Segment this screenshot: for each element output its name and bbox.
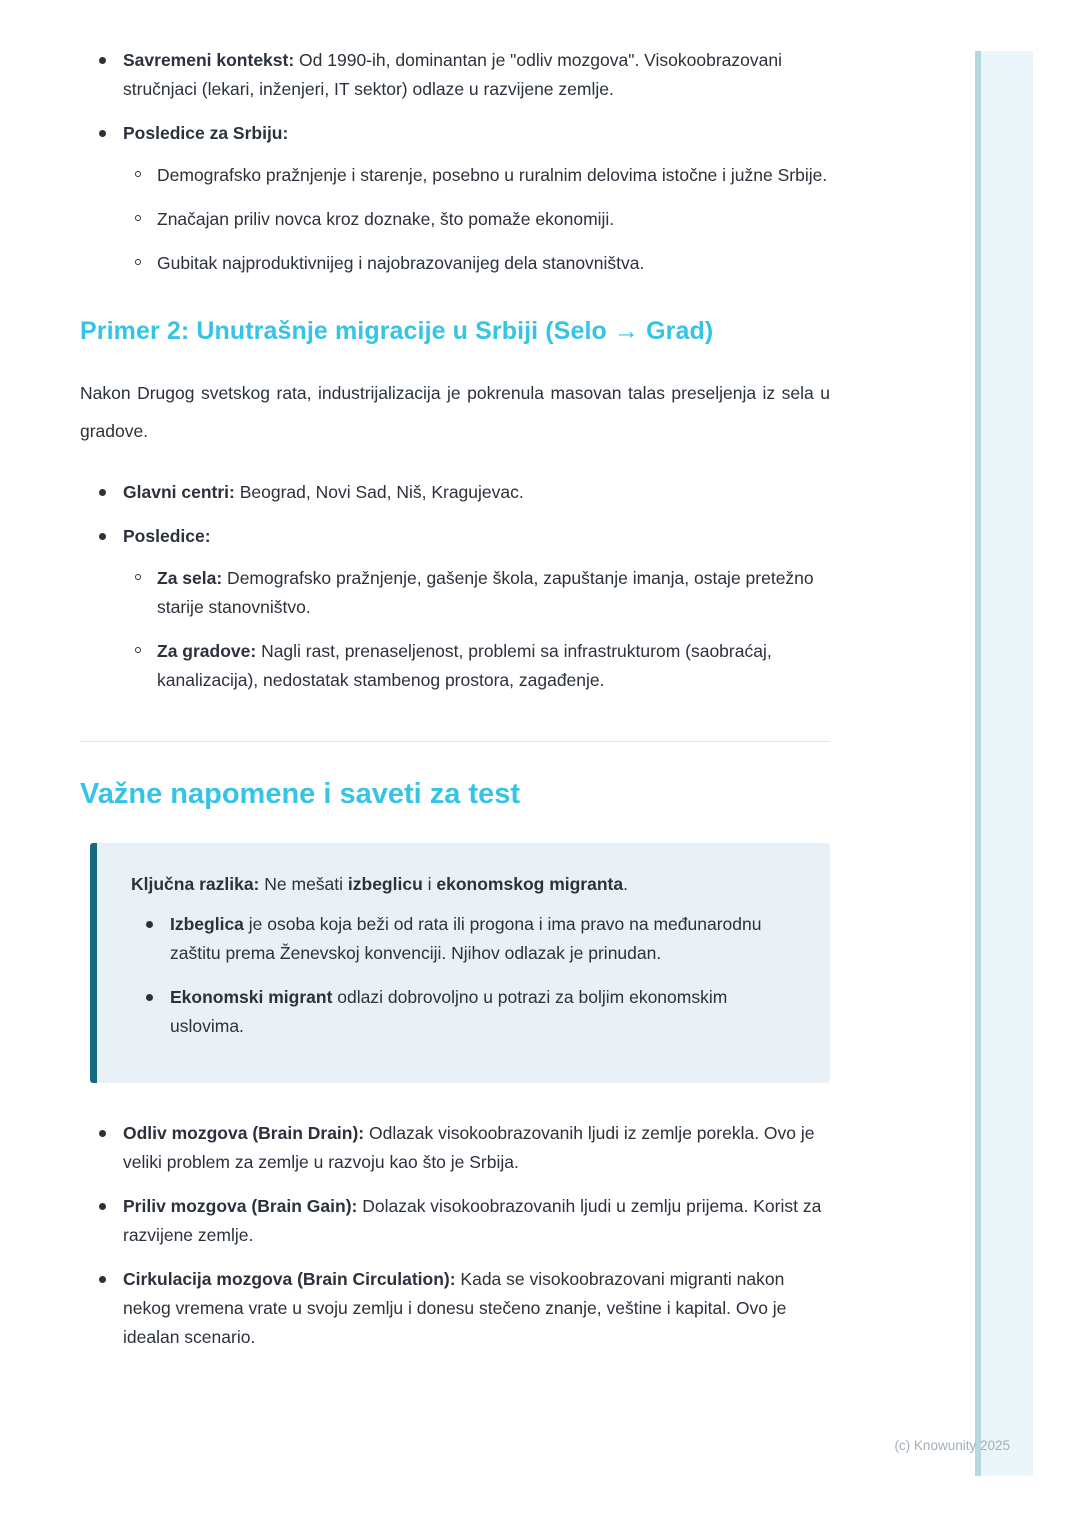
- list-item-lead: Odliv mozgova (Brain Drain):: [123, 1123, 365, 1143]
- list-item-body: Odlazak visokoobrazovanih ljudi iz zemlje porekla. Ovo je veliki problem za zemlje u razvoju kao što je Srbija.: [123, 1123, 815, 1172]
- list-item: [123, 1265, 830, 1352]
- circle-bullet-icon: [135, 215, 141, 221]
- list-item-text: [157, 568, 814, 617]
- bullet-icon: [99, 130, 106, 137]
- list-item: [123, 119, 830, 278]
- list-item: [123, 522, 830, 695]
- bullet-icon: [99, 1130, 106, 1137]
- bullet-icon: [146, 994, 153, 1001]
- list-item-text: Značajan priliv novca kroz doznake, što pomaže ekonomiji.: [157, 209, 615, 229]
- list-item-body: Nagli rast, prenaseljenost, problemi sa infrastrukturom (saobraćaj, kanalizacija), nedostatak stambenog prostora, zagađenje.: [157, 641, 772, 690]
- list-item-lead: Izbeglica: [170, 914, 244, 934]
- list-item: [157, 249, 830, 278]
- list-item-text: [123, 1269, 786, 1347]
- list-item-text: [157, 641, 772, 690]
- list-item-lead: Posledice za Srbiju:: [123, 123, 289, 143]
- list-item-body: Beograd, Novi Sad, Niš, Kragujevac.: [234, 482, 524, 502]
- list-item-text: [123, 50, 782, 99]
- list-item: [123, 1119, 830, 1177]
- list-item-lead: Glavni centri:: [123, 482, 235, 502]
- list-item: [157, 564, 830, 622]
- callout-title-lead: Ključna razlika:: [131, 874, 260, 894]
- list-item-text: [123, 526, 211, 546]
- list-item-text: [170, 914, 761, 963]
- bullet-icon: [99, 57, 106, 64]
- list-item-lead: Cirkulacija mozgova (Brain Circulation):: [123, 1269, 456, 1289]
- list-item-text: Demografsko pražnjenje i starenje, posebno u ruralnim delovima istočne i južne Srbije.: [157, 165, 828, 185]
- list-item-lead: Za sela:: [157, 568, 223, 588]
- list-item-text: [123, 1123, 815, 1172]
- list-item-text: [123, 123, 288, 143]
- callout-title: [131, 870, 796, 899]
- brain-terms-list: [80, 1119, 830, 1352]
- list-item-body: Dolazak visokoobrazovanih ljudi u zemlju prijema. Korist za razvijene zemlje.: [123, 1196, 822, 1245]
- list-item: [157, 205, 830, 234]
- callout-title-text: i: [422, 874, 437, 894]
- circle-bullet-icon: [135, 171, 141, 177]
- list-item-lead: Posledice:: [123, 526, 211, 546]
- list-item-lead: Savremeni kontekst:: [123, 50, 295, 70]
- primer2-sublist: [123, 564, 830, 695]
- list-item: [170, 983, 796, 1041]
- list-item-text: [123, 1196, 821, 1245]
- primer2-list: [80, 478, 830, 695]
- intro-list: [80, 46, 830, 278]
- list-item: [157, 161, 830, 190]
- list-item: [123, 1192, 830, 1250]
- page-side-strip: [975, 51, 1033, 1476]
- section-divider: [80, 741, 830, 742]
- list-item-body: Kada se visokoobrazovani migranti nakon nekog vremena vrate u svoju zemlju i donesu stečeno znanje, veštine i kapital. Ovo je idealan scenario.: [123, 1269, 787, 1347]
- list-item-body: odlazi dobrovoljno u potrazi za boljim ekonomskim uslovima.: [170, 987, 728, 1036]
- list-item-text: [170, 987, 727, 1036]
- primer2-paragraph: Nakon Drugog svetskog rata, industrijalizacija je pokrenula masovan talas preseljenja iz sela u gradove.: [80, 383, 830, 441]
- list-item: [170, 910, 796, 968]
- callout-title-text: Ne mešati: [259, 874, 348, 894]
- key-difference-callout: [90, 843, 830, 1083]
- bullet-icon: [146, 921, 153, 928]
- list-item: [123, 478, 830, 507]
- list-item-body: je osoba koja beži od rata ili progona i ima pravo na međunarodnu zaštitu prema Ženevskoj konvenciji. Njihov odlazak je prinudan.: [170, 914, 762, 963]
- callout-title-text: .: [623, 874, 628, 894]
- list-item-text: [123, 482, 524, 502]
- circle-bullet-icon: [135, 574, 141, 580]
- section-heading-napomene: Važne napomene i saveti za test: [80, 778, 521, 810]
- callout-list: [131, 910, 796, 1041]
- bullet-icon: [99, 489, 106, 496]
- list-item-lead: Za gradove:: [157, 641, 257, 661]
- list-item: [157, 637, 830, 695]
- bullet-icon: [99, 1276, 106, 1283]
- list-item-body: Demografsko pražnjenje, gašenje škola, zapuštanje imanja, ostaje pretežno starije stanovništvo.: [157, 568, 814, 617]
- callout-title-bold: izbeglicu: [347, 874, 423, 894]
- list-item-lead: Ekonomski migrant: [170, 987, 333, 1007]
- document-content: [80, 46, 830, 1352]
- list-item-text: Gubitak najproduktivnijeg i najobrazovanijeg dela stanovništva.: [157, 253, 645, 273]
- list-item-body: Od 1990-ih, dominantan je "odliv mozgova". Visokoobrazovani stručnjaci (lekari, inženjeri, IT sektor) odlaze u razvijene zemlje.: [123, 50, 782, 99]
- intro-sublist: [123, 161, 830, 278]
- list-item: [123, 46, 830, 104]
- section-heading-primer2: Primer 2: Unutrašnje migracije u Srbiji (Selo → Grad): [80, 317, 714, 345]
- circle-bullet-icon: [135, 259, 141, 265]
- bullet-icon: [99, 533, 106, 540]
- circle-bullet-icon: [135, 647, 141, 653]
- callout-title-bold: ekonomskog migranta: [436, 874, 624, 894]
- list-item-lead: Priliv mozgova (Brain Gain):: [123, 1196, 358, 1216]
- bullet-icon: [99, 1203, 106, 1210]
- copyright-note: (c) Knowunity 2025: [894, 1438, 1010, 1453]
